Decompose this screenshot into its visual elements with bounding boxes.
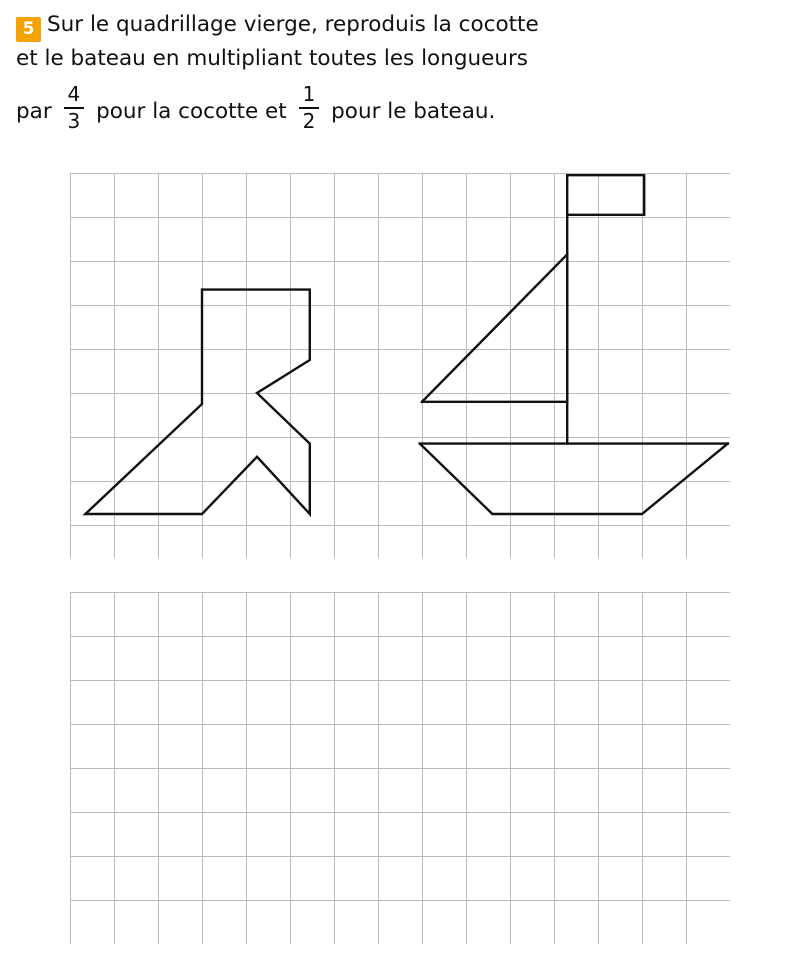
fraction-one-half — [299, 81, 320, 133]
cocotte-body — [85, 290, 309, 514]
statement-par-label: par — [16, 98, 52, 124]
bateau-hull — [420, 444, 728, 514]
fraction2-numerator: 1 — [302, 81, 316, 106]
bateau-sail — [422, 254, 567, 401]
statement-end-label: pour le bateau. — [331, 98, 496, 124]
blank-grid — [70, 592, 730, 944]
statement-line-1: Sur le quadrillage vierge, reproduis la cocotte — [47, 12, 539, 37]
bateau-flag — [567, 175, 644, 215]
fraction1-numerator: 4 — [67, 81, 81, 106]
exercise-statement — [16, 10, 786, 132]
model-figures — [70, 173, 730, 558]
statement-line-3 — [16, 81, 786, 133]
fraction2-denominator: 2 — [302, 108, 316, 133]
statement-line-2: et le bateau en multipliant toutes les longueurs — [16, 46, 529, 71]
exercise-number-badge: 5 — [16, 17, 41, 42]
fraction1-denominator: 3 — [67, 108, 81, 133]
statement-middle-label: pour la cocotte et — [96, 98, 287, 124]
fraction-four-thirds — [64, 81, 85, 133]
